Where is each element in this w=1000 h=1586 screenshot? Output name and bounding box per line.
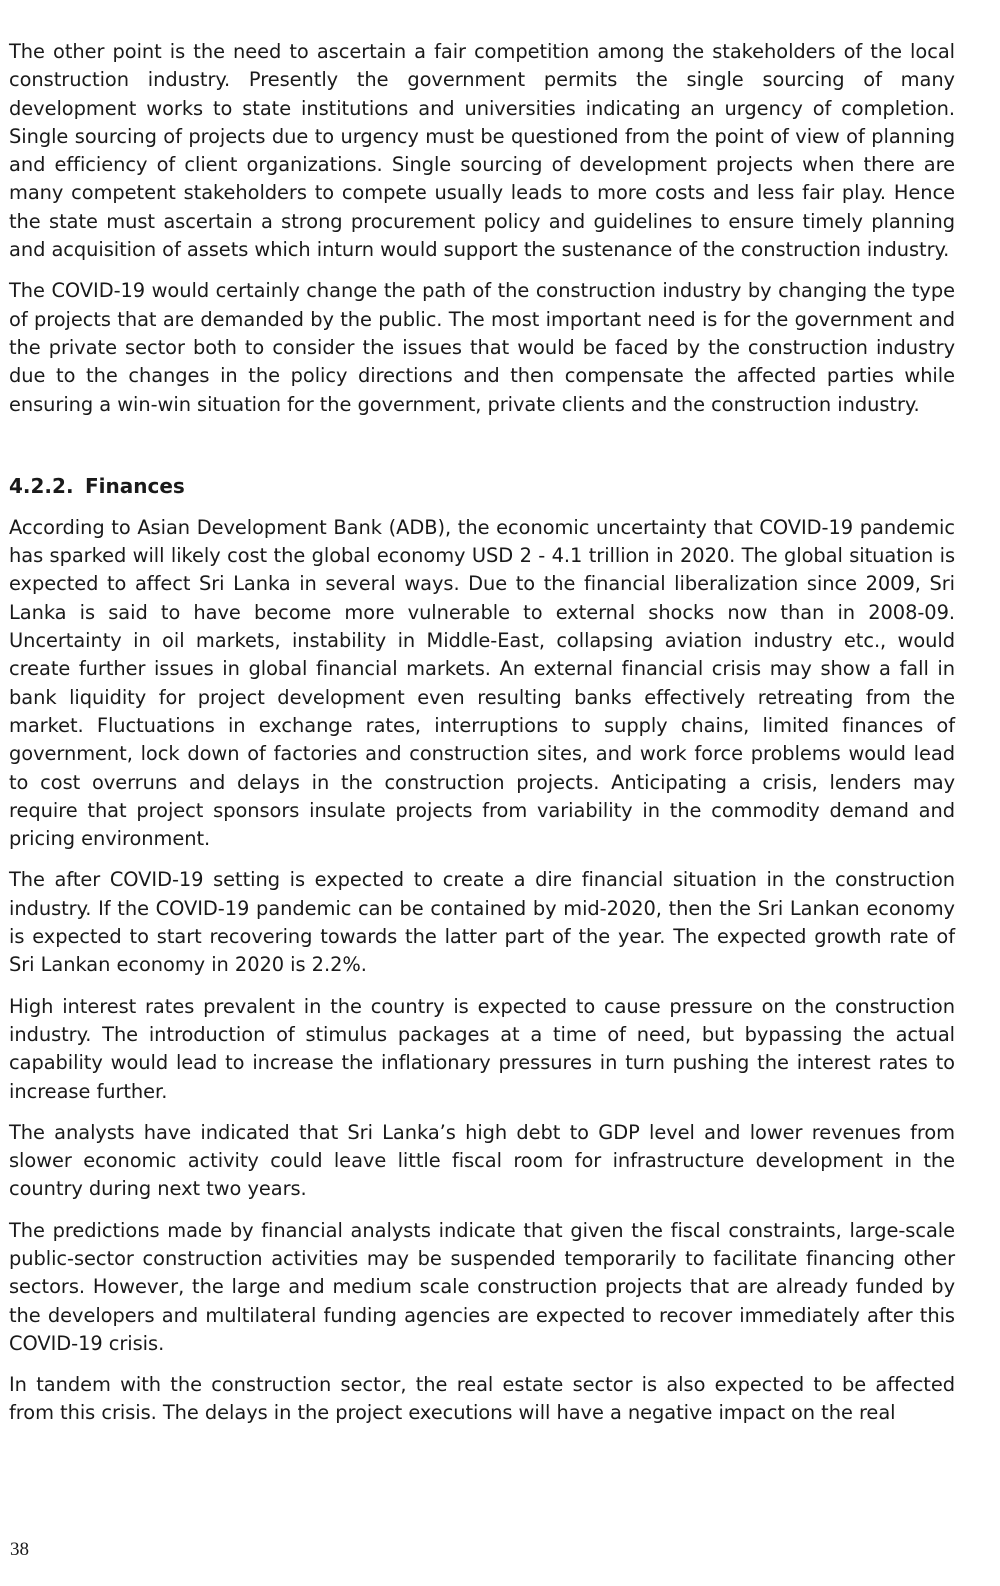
section-title: Finances [85,473,185,498]
paragraph-interest-rates: High interest rates prevalent in the country is expected to cause pressure on the construction industry. The introduction of stimulus packages at a time of need, but bypassing the actual capability would lead to increase the inflationary pressures in turn pushing the interest rates to increase further. [9,994,955,1103]
paragraph-adb: According to Asian Development Bank (ADB), the economic uncertainty that COVID-19 pandemic has sparked will likely cost the global economy USD 2 - 4.1 trillion in 2020. The global situation is expected to affect Sri Lanka in several ways. Due to the financial liberalization since 2009, Sri Lanka is said to have become more vulnerable to external shocks now than in 2008-09. Uncertainty in oil markets, instability in Middle-East, collapsing aviation industry etc., would create further issues in global financial markets. An external financial crisis may show a fall in bank liquidity for project development even resulting banks effectively retreating from the market. Fluctuations in exchange rates, interruptions to supply chains, limited finances of government, lock down of factories and construction sites, and work force problems would lead to cost overruns and delays in the construction projects. Anticipating a crisis, lenders may require that project sponsors insulate projects from variability in the commodity demand and pricing environment. [9,515,955,851]
paragraph-covid-path: The COVID-19 would certainly change the path of the construction industry by changing the type of projects that are demanded by the public. The most important need is for the government and the private sector both to consider the issues that would be faced by the construction industry due to the changes in the policy directions and then compensate the affected parties while ensuring a win-win situation for the government, private clients and the construction industry. [9,279,955,416]
paragraph-after-covid: The after COVID-19 setting is expected to create a dire financial situation in the construction industry. If the COVID-19 pandemic can be contained by mid-2020, then the Sri Lankan economy is expected to start recovering towards the latter part of the year. The expected growth rate of Sri Lankan economy in 2020 is 2.2%. [9,868,955,977]
page-body [9,38,955,1441]
section-heading [9,472,955,500]
paragraph-predictions: The predictions made by financial analysts indicate that given the fiscal constraints, large-scale public-sector construction activities may be suspended temporarily to facilitate financing other sectors. However, the large and medium scale construction projects that are already funded by the developers and multilateral funding agencies are expected to recover immediately after this COVID-19 crisis. [9,1218,955,1355]
paragraph-fair-competition: The other point is the need to ascertain a fair competition among the stakeholders of the local construction industry. Presently the government permits the single sourcing of many development works to state institutions and universities indicating an urgency of completion. Single sourcing of projects due to urgency must be questioned from the point of view of planning and efficiency of client organizations. Single sourcing of development projects when there are many competent stakeholders to compete usually leads to more costs and less fair play. Hence the state must ascertain a strong procurement policy and guidelines to ensure timely planning and acquisition of assets which inturn would support the sustenance of the construction industry. [9,40,955,262]
page-number: 38 [10,1539,29,1560]
paragraph-debt-gdp: The analysts have indicated that Sri Lanka’s high debt to GDP level and lower revenues from slower economic activity could leave little fiscal room for infrastructure development in the country during next two years. [9,1120,955,1201]
section-number: 4.2.2. [9,473,74,498]
paragraph-real-estate: In tandem with the construction sector, the real estate sector is also expected to be affected from this crisis. The delays in the project executions will have a negative impact on the real [9,1373,955,1425]
